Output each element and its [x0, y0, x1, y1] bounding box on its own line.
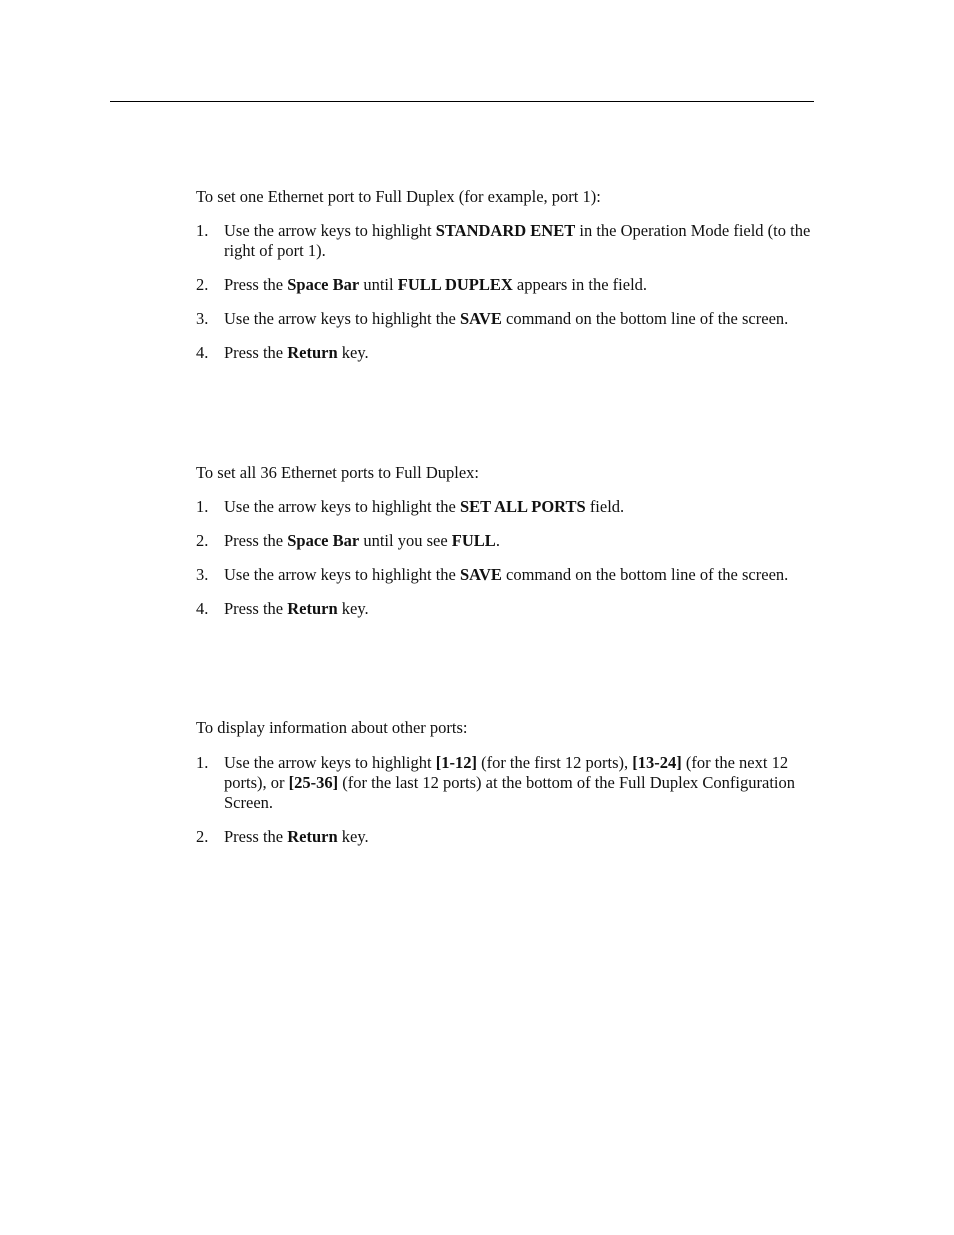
step-number: 1.: [196, 221, 209, 240]
step-number: 1.: [196, 753, 209, 772]
step-text: [224, 753, 795, 812]
bold-term: Space Bar: [287, 275, 360, 294]
section-intro: To display information about other ports:: [196, 718, 468, 737]
step-list: [196, 753, 816, 847]
bold-term: FULL: [451, 531, 496, 550]
bold-term: SAVE: [460, 565, 502, 584]
step-item: [196, 599, 816, 619]
step-text: [224, 565, 788, 584]
step-item: [196, 275, 816, 295]
section-single-port: [196, 187, 816, 363]
text-run: (for the last 12 ports) at the bottom of the Full Duplex Configuration Screen.: [224, 773, 795, 812]
step-number: 3.: [196, 309, 209, 328]
step-item: [196, 827, 816, 847]
text-run: Use the arrow keys to highlight: [224, 221, 436, 240]
step-text: [224, 827, 369, 846]
section-all-ports: [196, 463, 816, 619]
bold-term: Return: [287, 827, 338, 846]
step-number: 2.: [196, 275, 209, 294]
bold-term: SAVE: [460, 309, 502, 328]
text-run: appears in the field.: [512, 275, 648, 294]
step-item: [196, 753, 816, 813]
step-item: [196, 497, 816, 517]
bold-term: STANDARD ENET: [435, 221, 576, 240]
text-run: .: [495, 531, 500, 550]
step-number: 1.: [196, 497, 209, 516]
text-run: key.: [337, 827, 369, 846]
step-text: [224, 275, 647, 294]
step-number: 4.: [196, 599, 209, 618]
step-number: 3.: [196, 565, 209, 584]
bold-term: SET ALL PORTS: [460, 497, 586, 516]
text-run: Press the: [224, 275, 288, 294]
text-run: Press the: [224, 531, 288, 550]
step-text: [224, 309, 788, 328]
text-run: (for the next 12 ports), or: [224, 753, 789, 792]
header-rule: [110, 101, 814, 102]
text-run: Use the arrow keys to highlight the: [224, 565, 460, 584]
text-run: until: [359, 275, 398, 294]
step-text: [224, 531, 500, 550]
text-run: Press the: [224, 599, 288, 618]
step-text: [224, 497, 624, 516]
step-item: [196, 221, 816, 261]
step-item: [196, 309, 816, 329]
bold-term: [1-12]: [435, 753, 477, 772]
text-run: field.: [585, 497, 625, 516]
step-number: 2.: [196, 827, 209, 846]
text-run: command on the bottom line of the screen.: [501, 309, 789, 328]
step-list: [196, 221, 816, 363]
step-item: [196, 531, 816, 551]
step-text: [224, 599, 369, 618]
text-run: Press the: [224, 343, 288, 362]
step-text: [224, 343, 369, 362]
step-number: 4.: [196, 343, 209, 362]
bold-term: Space Bar: [287, 531, 360, 550]
text-run: key.: [337, 343, 369, 362]
text-run: Use the arrow keys to highlight the: [224, 309, 460, 328]
text-run: Use the arrow keys to highlight the: [224, 497, 460, 516]
section-intro: To set all 36 Ethernet ports to Full Duplex:: [196, 463, 479, 482]
bold-term: [25-36]: [288, 773, 339, 792]
bold-term: Return: [287, 599, 338, 618]
step-number: 2.: [196, 531, 209, 550]
bold-term: FULL DUPLEX: [397, 275, 513, 294]
step-list: [196, 497, 816, 619]
step-item: [196, 343, 816, 363]
text-run: Press the: [224, 827, 288, 846]
text-run: in the Operation Mode field (to the right of port 1).: [224, 221, 811, 260]
text-run: until you see: [359, 531, 452, 550]
text-run: (for the first 12 ports),: [476, 753, 633, 772]
section-intro: To set one Ethernet port to Full Duplex (for example, port 1):: [196, 187, 601, 206]
text-run: command on the bottom line of the screen.: [501, 565, 789, 584]
step-item: [196, 565, 816, 585]
bold-term: [13-24]: [632, 753, 682, 772]
section-other-ports: [196, 718, 816, 847]
bold-term: Return: [287, 343, 338, 362]
text-run: key.: [337, 599, 369, 618]
text-run: Use the arrow keys to highlight: [224, 753, 436, 772]
step-text: [224, 221, 810, 260]
